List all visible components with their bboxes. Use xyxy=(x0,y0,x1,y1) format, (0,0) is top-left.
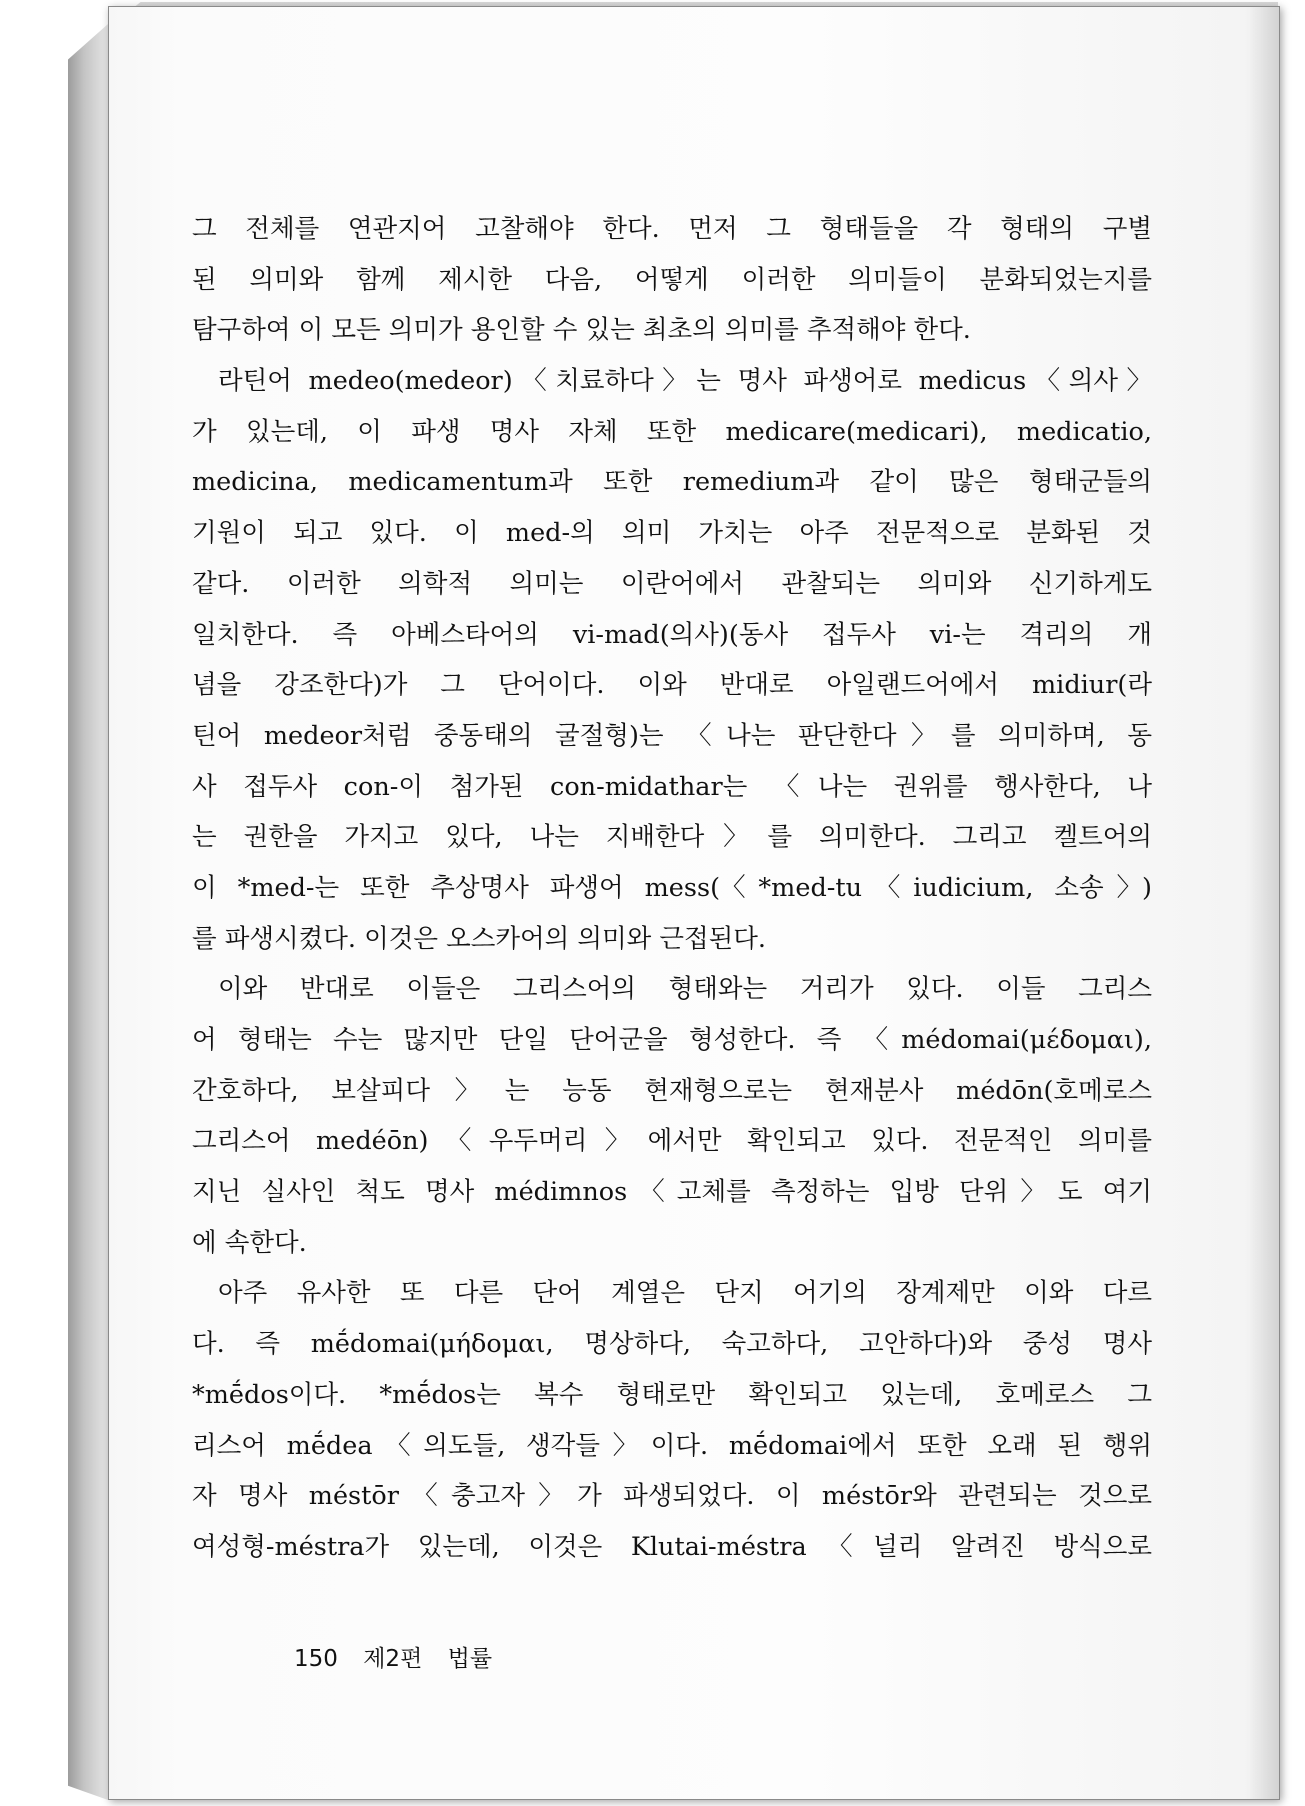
section-label: 법률 xyxy=(447,1646,493,1672)
part-label: 제2편 xyxy=(363,1646,423,1672)
body-text xyxy=(192,204,1152,1573)
text-line: *mḗdos이다. *mḗdos는 복수 형태로만 확인되고 있는데, 호메로스 그 xyxy=(192,1379,1152,1410)
text-line: 된 의미와 함께 제시한 다음, 어떻게 이러한 의미들이 분화되었는지를 xyxy=(192,264,1152,295)
text-line: 일치한다. 즉 아베스타어의 vi-mad(의사)(동사 접두사 vi-는 격리의 개 xyxy=(192,619,1152,650)
text-line: 지닌 실사인 척도 명사 médimnos〈고체를 측정하는 입방 단위〉도 여기 xyxy=(192,1177,1152,1208)
text-line: 를 파생시켰다. 이것은 오스카어의 의미와 근접된다. xyxy=(192,923,767,954)
text-line: 사 접두사 con-이 첨가된 con-midathar는 〈나는 권위를 행사한다, 나 xyxy=(192,771,1152,802)
text-line: 여성형-méstra가 있는데, 이것은 Klutai-méstra〈널리 알려진 방식으로 xyxy=(192,1531,1152,1562)
text-line: 탐구하여 이 모든 의미가 용인할 수 있는 최초의 의미를 추적해야 한다. xyxy=(192,315,971,346)
text-line: 이와 반대로 이들은 그리스어의 형태와는 거리가 있다. 이들 그리스 xyxy=(218,974,1152,1005)
book-spine xyxy=(68,24,108,1800)
text-line: 어 형태는 수는 많지만 단일 단어군을 형성한다. 즉 〈médomai(μέδομαι), xyxy=(192,1025,1152,1055)
text-line: 라틴어 medeo(medeor)〈치료하다〉는 명사 파생어로 medicus〈의사〉 xyxy=(218,366,1152,397)
page-shading xyxy=(1249,7,1279,1799)
text-line: 자 명사 méstōr〈충고자〉가 파생되었다. 이 méstōr와 관련되는 것으로 xyxy=(192,1481,1152,1512)
text-line: 에 속한다. xyxy=(192,1227,307,1258)
text-line: 같다. 이러한 의학적 의미는 이란어에서 관찰되는 의미와 신기하게도 xyxy=(192,568,1152,599)
text-line: 틴어 medeor처럼 중동태의 굴절형)는 〈나는 판단한다〉를 의미하며, 동 xyxy=(192,720,1152,751)
text-line: 다. 즉 mḗdomai(μήδομαι, 명상하다, 숙고하다, 고안하다)와 중성 명사 xyxy=(192,1329,1152,1360)
text-line: 이 *med-는 또한 추상명사 파생어 mess(〈*med-tu〈iudicium, 소송〉) xyxy=(192,872,1152,903)
text-line: 아주 유사한 또 다른 단어 계열은 단지 어기의 장계제만 이와 다르 xyxy=(218,1278,1152,1309)
text-line: 간호하다, 보살피다〉는 능동 현재형으로는 현재분사 médōn(호메로스 xyxy=(192,1075,1152,1106)
text-line: 기원이 되고 있다. 이 med-의 의미 가치는 아주 전문적으로 분화된 것 xyxy=(192,518,1152,549)
text-line: 는 권한을 가지고 있다, 나는 지배한다〉를 의미한다. 그리고 켈트어의 xyxy=(192,822,1152,853)
text-line: 그리스어 medéōn)〈우두머리〉에서만 확인되고 있다. 전문적인 의미를 xyxy=(192,1126,1152,1157)
text-line: medicina, medicamentum과 또한 remedium과 같이 많은 형태군들의 xyxy=(192,467,1152,498)
text-line: 가 있는데, 이 파생 명사 자체 또한 medicare(medicari), medicatio, xyxy=(192,416,1152,447)
text-line: 리스어 mḗdea〈의도들, 생각들〉이다. mḗdomai에서 또한 오래 된 행위 xyxy=(192,1430,1152,1461)
page-number: 150 xyxy=(294,1646,338,1672)
text-line: 그 전체를 연관지어 고찰해야 한다. 먼저 그 형태들을 각 형태의 구별 xyxy=(192,214,1152,244)
page-footer xyxy=(294,1640,510,1673)
text-line: 념을 강조한다)가 그 단어이다. 이와 반대로 아일랜드어에서 midiur(라 xyxy=(192,670,1152,701)
